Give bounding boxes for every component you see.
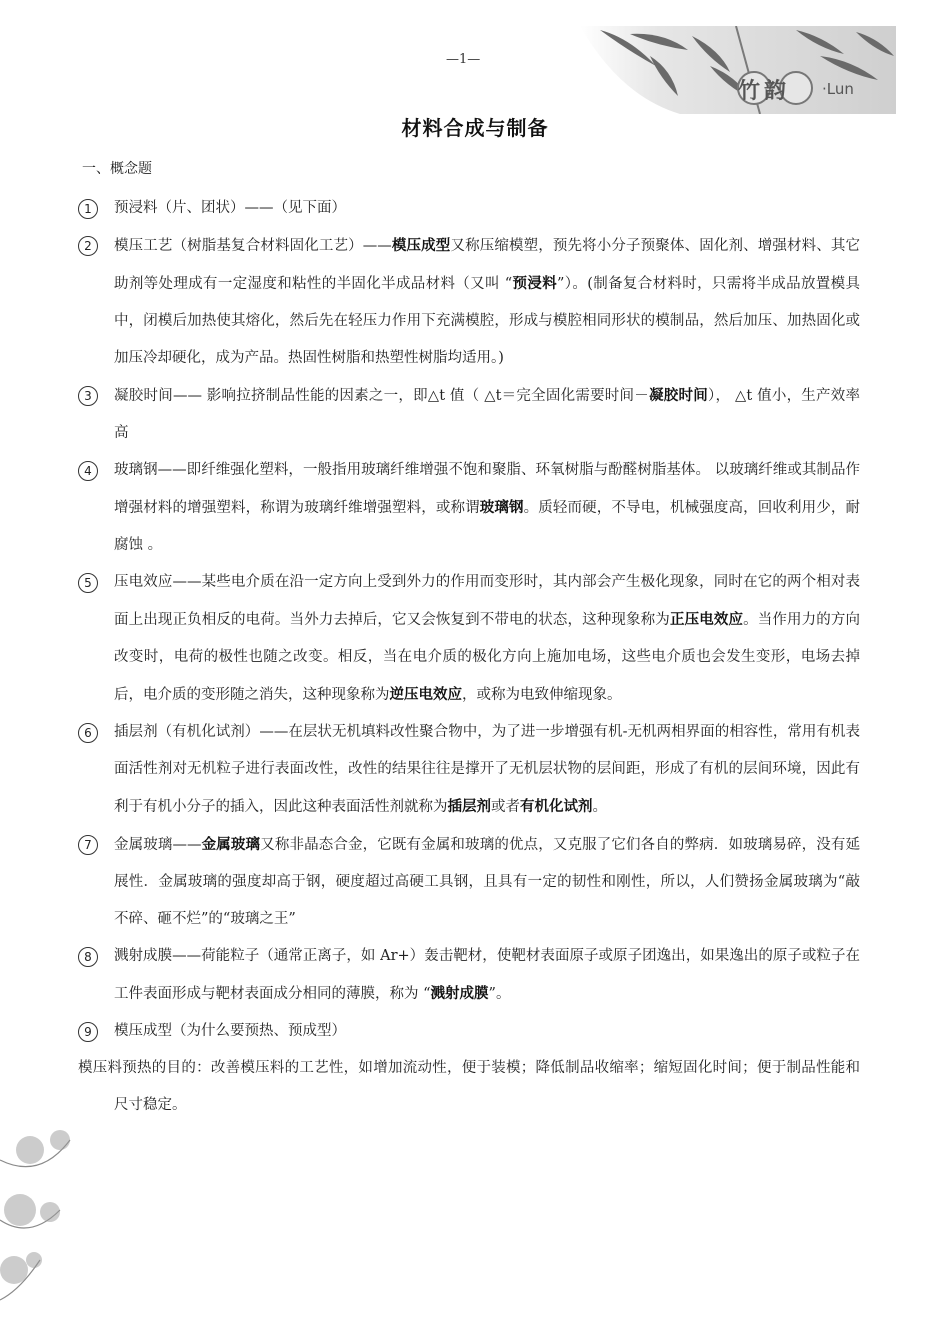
item-text: 又称压缩模塑，预先将小分子预聚体、固化剂、增强材料、其它助剂等处理成有一定湿度和粘性的半固化半成品材料（又叫 “	[114, 238, 861, 292]
list-item	[78, 452, 860, 564]
item-number: 8	[78, 947, 98, 967]
item-term: 插层剂	[447, 798, 491, 815]
item-text: 。当作用力的方向改变时，电荷的极性也随之改变。相反，当在电介质的极化方向上施加电场，这些电介质也会发生变形，电场去掉后，电介质的变形随之消失，这种现象称为	[114, 612, 861, 703]
seal-latin: ·Lun	[822, 80, 854, 98]
item-term: 模压成型	[391, 237, 451, 254]
item-term: 有机化试剂	[520, 798, 593, 815]
page-title: 材料合成与制备	[401, 116, 549, 140]
item-text: 。	[592, 799, 607, 815]
preheat-note: 模压料预热的目的：改善模压料的工艺性，如增加流动性，便于装模；降低制品收缩率；缩短固化时间；便于制品性能和尺寸稳定。	[78, 1060, 860, 1113]
item-text: 又称非晶态合金，它既有金属和玻璃的优点，又克服了它们各自的弊病．如玻璃易碎，没有延展性．金属玻璃的强度却高于钢，硬度超过高硬工具钢，且具有一定的韧性和刚性，所以，人们赞扬金属玻璃为“敲不碎、砸不烂”的“玻璃之王”	[114, 837, 861, 927]
list-item	[78, 227, 860, 377]
item-text: ”）。(制备复合材料时，只需将半成品放置模具中，闭模后加热使其熔化，然后先在轻压力作用下充满模腔，形成与模腔相同形状的模制品，然后加压、加热固化或加压冷却硬化，成为产品。热固性树脂和热塑性树脂均适用。)	[114, 276, 860, 366]
list-item	[78, 938, 860, 1013]
item-number: 5	[78, 573, 98, 593]
item-number: 3	[78, 386, 98, 406]
list-item	[78, 1013, 860, 1050]
section-heading: 一、概念题	[82, 161, 152, 177]
item-term: 凝胶时间	[648, 387, 708, 404]
item-text: 凝胶时间—— 影响拉挤制品性能的因素之一，即△t 值（ △t＝完全固化需要时间－	[114, 388, 649, 404]
item-term: 正压电效应	[669, 611, 744, 628]
item-number: 4	[78, 461, 98, 481]
item-number: 2	[78, 236, 98, 256]
item-text: 金属玻璃——	[114, 837, 202, 853]
list-item	[78, 377, 860, 452]
item-term: 金属玻璃	[201, 836, 261, 853]
item-text: ”。	[488, 986, 511, 1002]
item-text: 。质轻而硬，不导电，机械强度高，回收利用少，耐腐蚀 。	[114, 500, 860, 553]
item-number: 6	[78, 723, 98, 743]
item-number: 9	[78, 1022, 98, 1042]
item-text: 玻璃钢——即纤维强化塑料，一般指用玻璃纤维增强不饱和聚脂、环氧树脂与酚醛树脂基体。 以玻璃纤维或其制品作增强材料的增强塑料，称谓为玻璃纤维增强塑料，或称谓	[114, 462, 860, 516]
seal-text: 竹韵	[738, 78, 791, 104]
concept-list	[78, 190, 860, 1124]
pine-decoration-bottom	[0, 1100, 120, 1344]
item-text: ）， △t 值小，生产效率高	[114, 388, 861, 441]
list-item	[78, 190, 860, 227]
item-text: 插层剂（有机化试剂）——在层状无机填料改性聚合物中，为了进一步增强有机-无机两相界面的相容性，常用有机表面活性剂对无机粒子进行表面改性，改性的结果往往是撑开了无机层状物的层间距，形成了有机的层间环境，因此有利于有机小分子的插入，因此这种表面活性剂就称为	[114, 724, 860, 815]
list-item	[78, 826, 860, 938]
item-number: 7	[78, 835, 98, 855]
item-term: 预浸料	[512, 275, 558, 292]
list-item	[78, 564, 860, 714]
item-text: ，或称为电致伸缩现象。	[462, 687, 622, 703]
item-text: 模压工艺（树脂基复合材料固化工艺）——	[114, 238, 392, 254]
item-term: 溅射成膜	[430, 985, 489, 1002]
bamboo-decoration-top	[560, 26, 896, 114]
item-text: 溅射成膜——荷能粒子（通常正离子，如 Ar+）轰击靶材，使靶材表面原子或原子团逸出，如果逸出的原子或粒子在工件表面形成与靶材表面成分相同的薄膜，称为 “	[114, 948, 860, 1002]
item-text: 或者	[491, 799, 520, 815]
item-term: 玻璃钢	[479, 499, 524, 516]
item-term: 逆压电效应	[389, 686, 462, 703]
list-item	[78, 714, 860, 826]
page-number: —1—	[446, 52, 481, 67]
item-text: 模压成型（为什么要预热、预成型）	[114, 1023, 346, 1039]
item-text: 预浸料（片、团状）——（见下面）	[114, 200, 346, 216]
item-text: 压电效应——某些电介质在沿一定方向上受到外力的作用而变形时，其内部会产生极化现象，同时在它的两个相对表面上出现正负相反的电荷。当外力去掉后，它又会恢复到不带电的状态，这种现象称为	[114, 574, 860, 628]
item-number: 1	[78, 199, 98, 219]
